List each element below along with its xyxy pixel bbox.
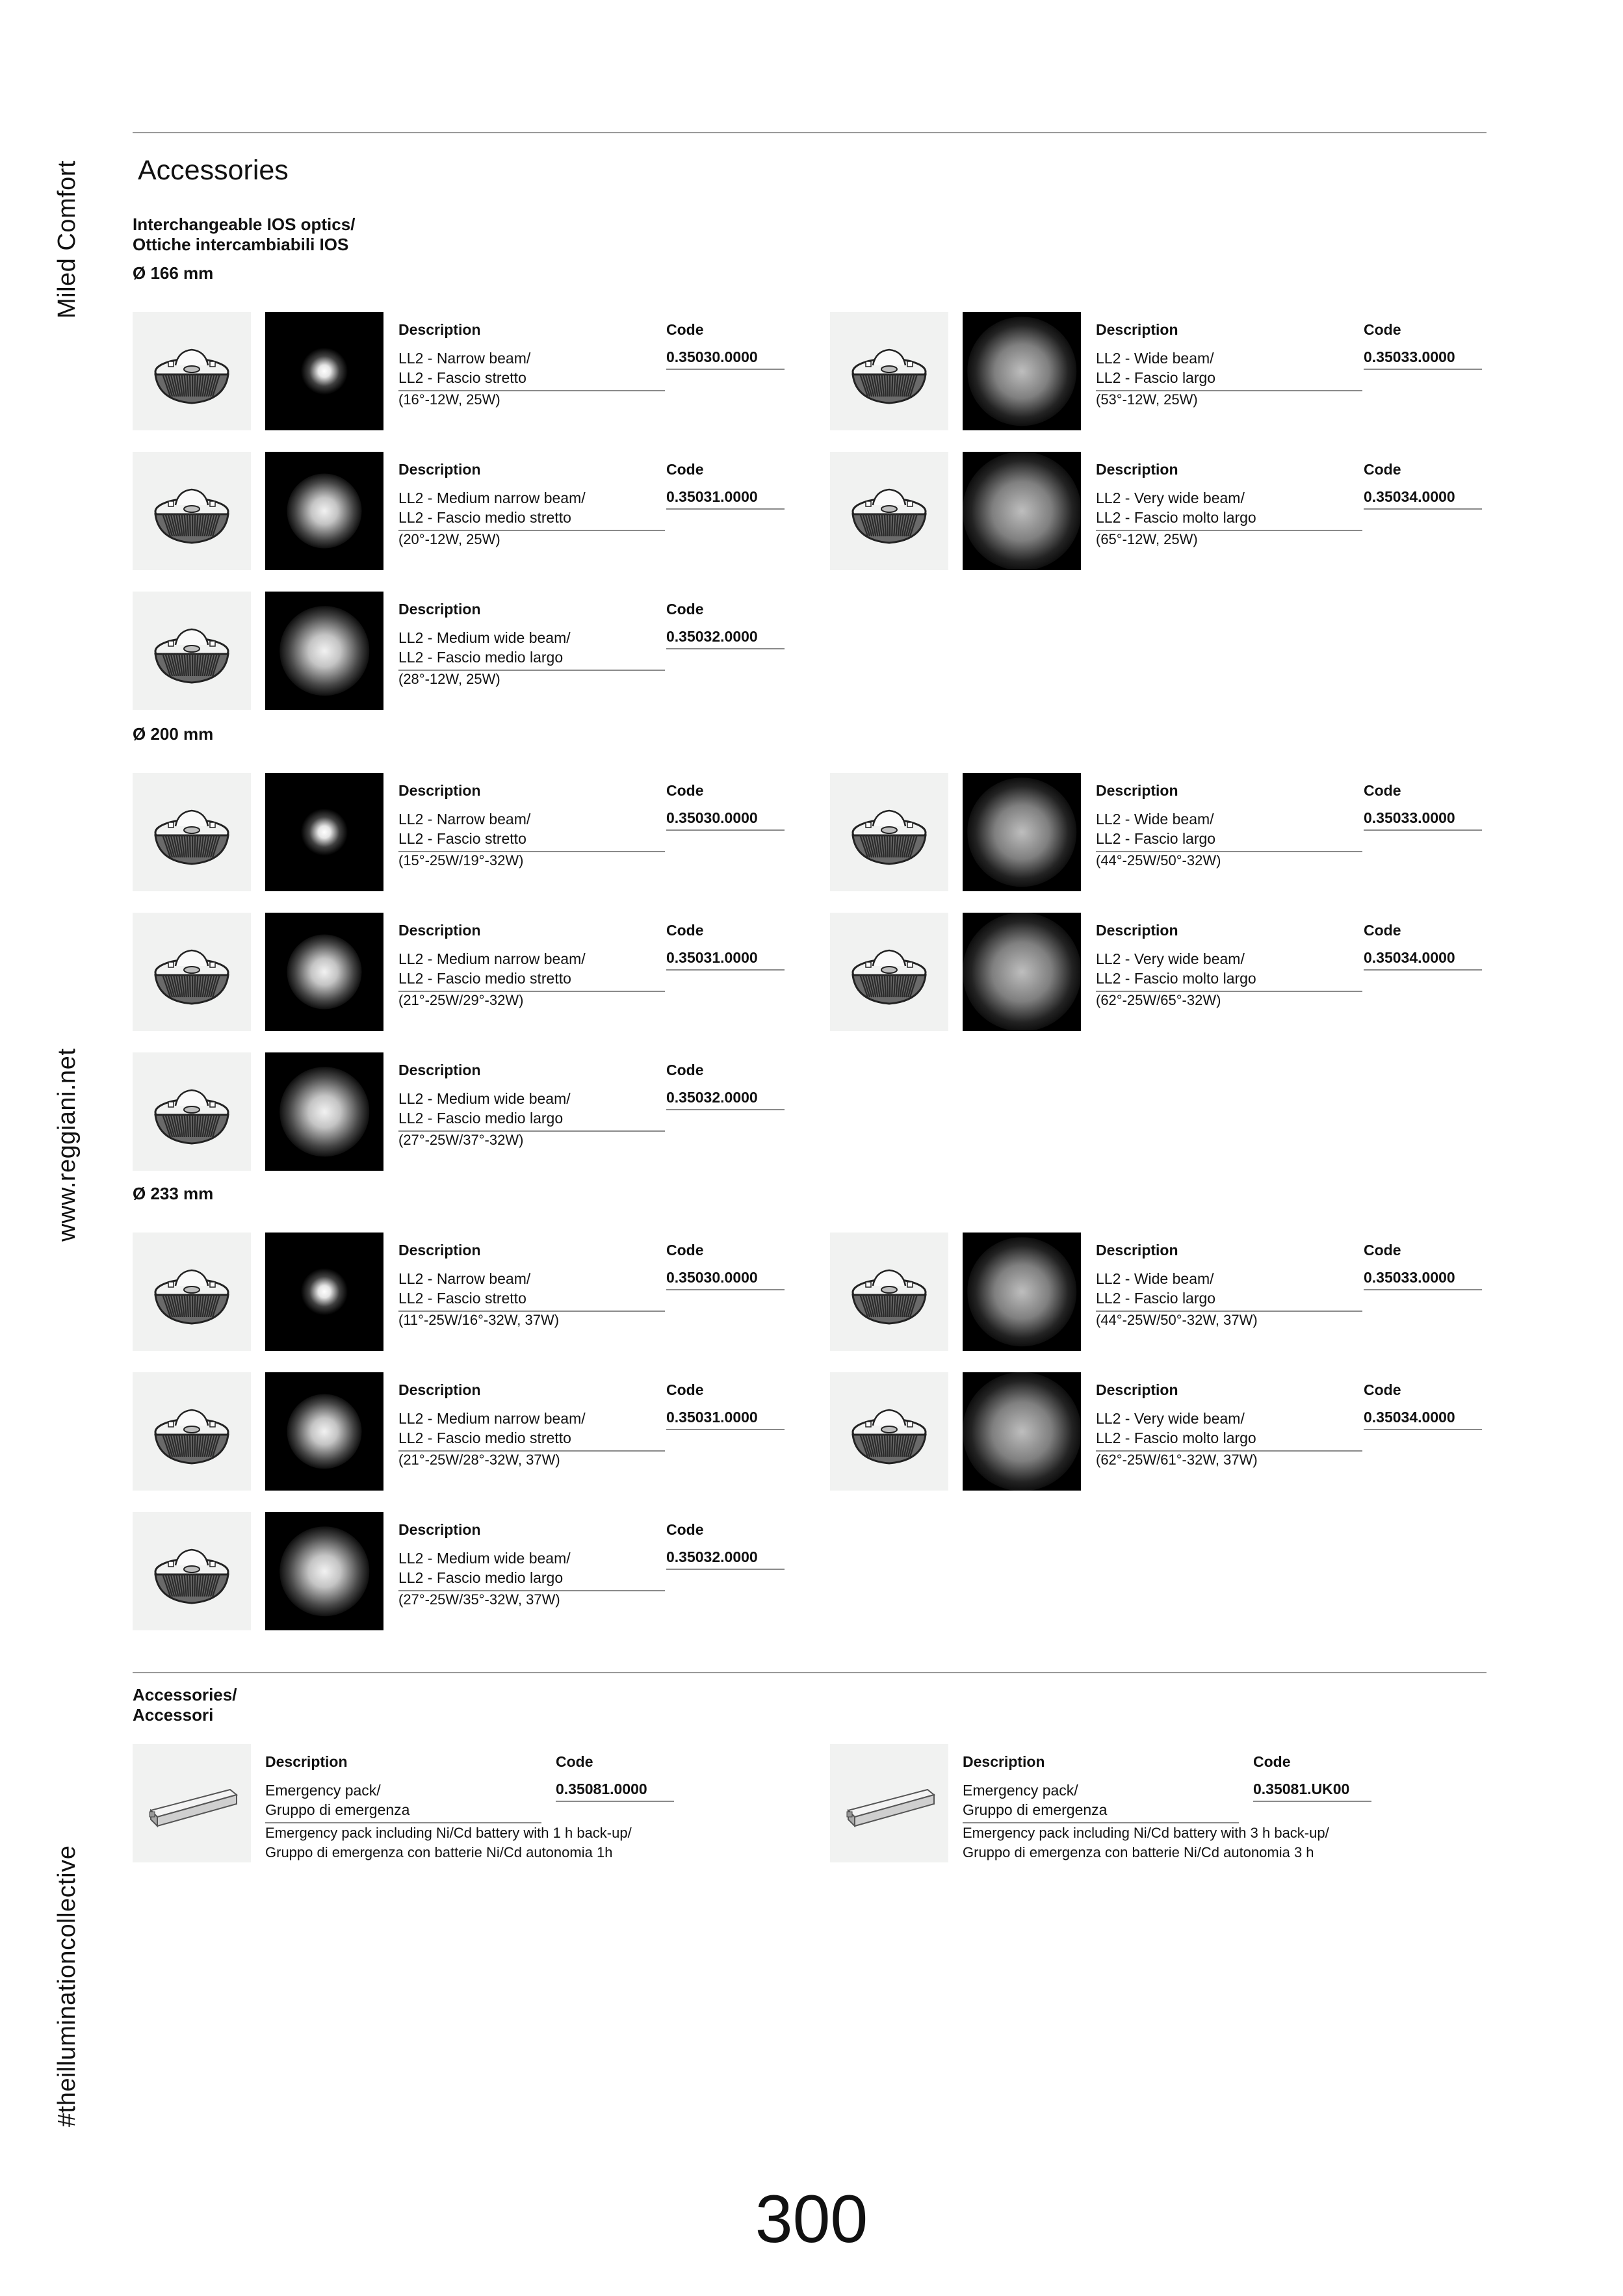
product-code[interactable]: 0.35032.0000 [666, 628, 785, 649]
description-en: LL2 - Narrow beam/ [398, 1270, 531, 1287]
optic-item [133, 913, 783, 1031]
optic-item [830, 1233, 1480, 1351]
light-beam-glow [287, 474, 362, 549]
reflector-image [133, 1512, 251, 1630]
product-code[interactable]: 0.35031.0000 [666, 1409, 785, 1430]
code-label: Code [1364, 461, 1401, 478]
diameter-label: Ø 233 mm [133, 1184, 214, 1203]
description-it: LL2 - Fascio medio stretto [398, 1429, 571, 1446]
product-code[interactable]: 0.35034.0000 [1364, 949, 1482, 971]
emergency-pack-image [830, 1744, 948, 1862]
optic-item [133, 1233, 783, 1351]
light-beam-glow [279, 1526, 369, 1616]
beam-angle-note: (20°-12W, 25W) [398, 531, 500, 547]
accessory-description [265, 1781, 541, 1823]
optic-item [133, 1512, 783, 1630]
beam-photometric-image [963, 1372, 1081, 1491]
description-en: LL2 - Very wide beam/ [1096, 950, 1245, 967]
accessory-note [963, 1823, 1329, 1862]
description-label: Description [1096, 1381, 1178, 1398]
beam-photometric-image [963, 312, 1081, 430]
code-label: Code [666, 1521, 704, 1538]
beam-angle-note: (11°-25W/16°-32W, 37W) [398, 1312, 560, 1328]
description-it: LL2 - Fascio stretto [398, 1290, 526, 1307]
reflector-image [133, 452, 251, 570]
reflector-image [133, 1233, 251, 1351]
note-it: Gruppo di emergenza con batterie Ni/Cd autonomia 1h [265, 1844, 613, 1860]
product-code[interactable]: 0.35081.0000 [556, 1781, 674, 1802]
beam-angle-note: (27°-25W/37°-32W) [398, 1132, 524, 1148]
description-it: Gruppo di emergenza [265, 1801, 410, 1818]
reflector-image [830, 312, 948, 430]
description-label: Description [398, 1381, 481, 1398]
optic-description [398, 348, 665, 391]
optic-item [133, 592, 783, 710]
light-beam-glow [301, 348, 348, 395]
note-it: Gruppo di emergenza con batterie Ni/Cd autonomia 3 h [963, 1844, 1314, 1860]
description-en: LL2 - Medium narrow beam/ [398, 489, 586, 506]
beam-photometric-image [265, 1512, 383, 1630]
description-en: LL2 - Wide beam/ [1096, 350, 1214, 367]
description-label: Description [398, 1062, 481, 1078]
optic-description [398, 809, 665, 852]
optic-description [1096, 809, 1362, 852]
product-code[interactable]: 0.35031.0000 [666, 949, 785, 971]
description-label: Description [265, 1753, 348, 1770]
reflector-image [830, 452, 948, 570]
reflector-image [133, 773, 251, 891]
description-en: LL2 - Medium wide beam/ [398, 1090, 571, 1107]
product-code[interactable]: 0.35032.0000 [666, 1089, 785, 1110]
optic-description [1096, 488, 1362, 531]
description-it: LL2 - Fascio molto largo [1096, 970, 1256, 987]
beam-photometric-image [265, 312, 383, 430]
description-label: Description [1096, 1242, 1178, 1259]
product-code[interactable]: 0.35031.0000 [666, 488, 785, 510]
description-label: Description [1096, 461, 1178, 478]
product-code[interactable]: 0.35033.0000 [1364, 348, 1482, 370]
accessory-description [963, 1781, 1239, 1823]
reflector-image [830, 913, 948, 1031]
optic-description [1096, 1269, 1362, 1312]
emergency-pack-image [133, 1744, 251, 1862]
beam-angle-note: (21°-25W/29°-32W) [398, 992, 524, 1008]
optic-item [830, 913, 1480, 1031]
light-beam-glow [301, 1268, 348, 1316]
code-label: Code [666, 601, 704, 618]
note-en: Emergency pack including Ni/Cd battery with 1 h back-up/ [265, 1825, 632, 1841]
light-beam-glow [301, 809, 348, 856]
optic-description [398, 1089, 665, 1132]
beam-photometric-image [265, 1233, 383, 1351]
beam-angle-note: (62°-25W/65°-32W) [1096, 992, 1221, 1008]
sidebar-website[interactable]: www.reggiani.net [53, 1048, 81, 1242]
code-label: Code [666, 1381, 704, 1398]
description-en: LL2 - Wide beam/ [1096, 811, 1214, 828]
beam-photometric-image [265, 452, 383, 570]
product-code[interactable]: 0.35081.UK00 [1253, 1781, 1371, 1802]
reflector-image [830, 1233, 948, 1351]
product-code[interactable]: 0.35033.0000 [1364, 809, 1482, 831]
description-en: LL2 - Medium narrow beam/ [398, 950, 586, 967]
description-en: LL2 - Medium narrow beam/ [398, 1410, 586, 1427]
reflector-image [830, 1372, 948, 1491]
sidebar-collection-name: Miled Comfort [53, 161, 81, 319]
code-label: Code [1364, 922, 1401, 939]
code-label: Code [556, 1753, 593, 1770]
optic-item [133, 312, 783, 430]
optic-description [1096, 949, 1362, 992]
code-label: Code [666, 1242, 704, 1259]
description-label: Description [398, 922, 481, 939]
light-beam-glow [967, 1237, 1076, 1346]
beam-photometric-image [963, 913, 1081, 1031]
accessory-note [265, 1823, 632, 1862]
description-label: Description [1096, 321, 1178, 338]
description-en: LL2 - Very wide beam/ [1096, 1410, 1245, 1427]
optic-description [398, 628, 665, 671]
product-code[interactable]: 0.35034.0000 [1364, 1409, 1482, 1430]
page-title: Accessories [138, 155, 289, 186]
code-label: Code [1364, 782, 1401, 799]
description-it: LL2 - Fascio molto largo [1096, 1429, 1256, 1446]
light-beam-glow [967, 317, 1076, 426]
reflector-image [133, 592, 251, 710]
description-en: LL2 - Medium wide beam/ [398, 629, 571, 646]
product-code[interactable]: 0.35033.0000 [1364, 1269, 1482, 1290]
sidebar-hashtag: #theilluminationcollective [53, 1845, 81, 2127]
note-en: Emergency pack including Ni/Cd battery with 3 h back-up/ [963, 1825, 1329, 1841]
beam-angle-note: (15°-25W/19°-32W) [398, 852, 524, 868]
description-en: LL2 - Wide beam/ [1096, 1270, 1214, 1287]
accessory-item [133, 1744, 783, 1862]
optic-description [398, 488, 665, 531]
optic-description [1096, 1409, 1362, 1452]
description-it: LL2 - Fascio stretto [398, 369, 526, 386]
optic-item [133, 1372, 783, 1491]
top-divider [133, 132, 1487, 133]
description-it: LL2 - Fascio medio stretto [398, 509, 571, 526]
code-label: Code [666, 321, 704, 338]
light-beam-glow [963, 1372, 1081, 1491]
code-label: Code [1364, 1381, 1401, 1398]
beam-angle-note: (21°-25W/28°-32W, 37W) [398, 1452, 560, 1468]
diameter-label: Ø 200 mm [133, 724, 214, 744]
description-en: LL2 - Narrow beam/ [398, 811, 531, 828]
optic-item [830, 1372, 1480, 1491]
description-label: Description [1096, 922, 1178, 939]
code-label: Code [1253, 1753, 1291, 1770]
optic-item [830, 773, 1480, 891]
optic-description [398, 1548, 665, 1591]
light-beam-glow [967, 777, 1076, 887]
description-label: Description [398, 461, 481, 478]
description-label: Description [1096, 782, 1178, 799]
light-beam-glow [279, 1067, 369, 1156]
light-beam-glow [963, 913, 1081, 1031]
optic-item [133, 1052, 783, 1171]
reflector-image [133, 1372, 251, 1491]
product-code[interactable]: 0.35030.0000 [666, 809, 785, 831]
description-it: LL2 - Fascio largo [1096, 830, 1216, 847]
description-it: Gruppo di emergenza [963, 1801, 1108, 1818]
beam-photometric-image [265, 913, 383, 1031]
product-code[interactable]: 0.35032.0000 [666, 1548, 785, 1570]
reflector-image [133, 1052, 251, 1171]
optic-description [398, 1409, 665, 1452]
reflector-image [133, 913, 251, 1031]
accessories-title: Accessories/ Accessori [133, 1685, 237, 1725]
light-beam-glow [287, 1394, 362, 1469]
beam-photometric-image [963, 1233, 1081, 1351]
light-beam-glow [287, 935, 362, 1010]
page-number: 300 [755, 2182, 868, 2257]
beam-angle-note: (44°-25W/50°-32W) [1096, 852, 1221, 868]
beam-photometric-image [963, 773, 1081, 891]
description-en: LL2 - Very wide beam/ [1096, 489, 1245, 506]
code-label: Code [666, 922, 704, 939]
description-en: Emergency pack/ [963, 1782, 1078, 1799]
description-it: LL2 - Fascio medio stretto [398, 970, 571, 987]
description-label: Description [398, 321, 481, 338]
reflector-image [830, 773, 948, 891]
optic-item [830, 452, 1480, 570]
beam-angle-note: (62°-25W/61°-32W, 37W) [1096, 1452, 1258, 1468]
product-code[interactable]: 0.35030.0000 [666, 348, 785, 370]
description-en: Emergency pack/ [265, 1782, 381, 1799]
product-code[interactable]: 0.35034.0000 [1364, 488, 1482, 510]
code-label: Code [1364, 1242, 1401, 1259]
beam-angle-note: (44°-25W/50°-32W, 37W) [1096, 1312, 1258, 1328]
accessory-item [830, 1744, 1480, 1862]
beam-photometric-image [265, 1052, 383, 1171]
light-beam-glow [279, 606, 369, 696]
description-label: Description [963, 1753, 1045, 1770]
code-label: Code [666, 1062, 704, 1078]
optic-description [1096, 348, 1362, 391]
description-it: LL2 - Fascio molto largo [1096, 509, 1256, 526]
description-label: Description [398, 1242, 481, 1259]
description-it: LL2 - Fascio medio largo [398, 649, 564, 666]
description-it: LL2 - Fascio medio largo [398, 1110, 564, 1127]
description-it: LL2 - Fascio medio largo [398, 1569, 564, 1586]
beam-angle-note: (27°-25W/35°-32W, 37W) [398, 1591, 560, 1608]
optic-item [830, 312, 1480, 430]
beam-angle-note: (16°-12W, 25W) [398, 391, 500, 408]
light-beam-glow [963, 452, 1081, 570]
description-it: LL2 - Fascio stretto [398, 830, 526, 847]
beam-photometric-image [265, 773, 383, 891]
description-it: LL2 - Fascio largo [1096, 1290, 1216, 1307]
description-it: LL2 - Fascio largo [1096, 369, 1216, 386]
beam-photometric-image [265, 1372, 383, 1491]
optic-description [398, 1269, 665, 1312]
code-label: Code [1364, 321, 1401, 338]
description-label: Description [398, 782, 481, 799]
beam-angle-note: (28°-12W, 25W) [398, 671, 500, 687]
optic-description [398, 949, 665, 992]
accessories-divider [133, 1672, 1487, 1673]
description-en: LL2 - Medium wide beam/ [398, 1550, 571, 1567]
section-subtitle: Interchangeable IOS optics/ Ottiche intercambiabili IOS [133, 215, 356, 254]
reflector-image [133, 312, 251, 430]
beam-angle-note: (65°-12W, 25W) [1096, 531, 1198, 547]
beam-photometric-image [265, 592, 383, 710]
description-en: LL2 - Narrow beam/ [398, 350, 531, 367]
optic-item [133, 452, 783, 570]
description-label: Description [398, 1521, 481, 1538]
beam-photometric-image [963, 452, 1081, 570]
diameter-label: Ø 166 mm [133, 263, 214, 283]
code-label: Code [666, 782, 704, 799]
code-label: Code [666, 461, 704, 478]
description-label: Description [398, 601, 481, 618]
beam-angle-note: (53°-12W, 25W) [1096, 391, 1198, 408]
optic-item [133, 773, 783, 891]
product-code[interactable]: 0.35030.0000 [666, 1269, 785, 1290]
